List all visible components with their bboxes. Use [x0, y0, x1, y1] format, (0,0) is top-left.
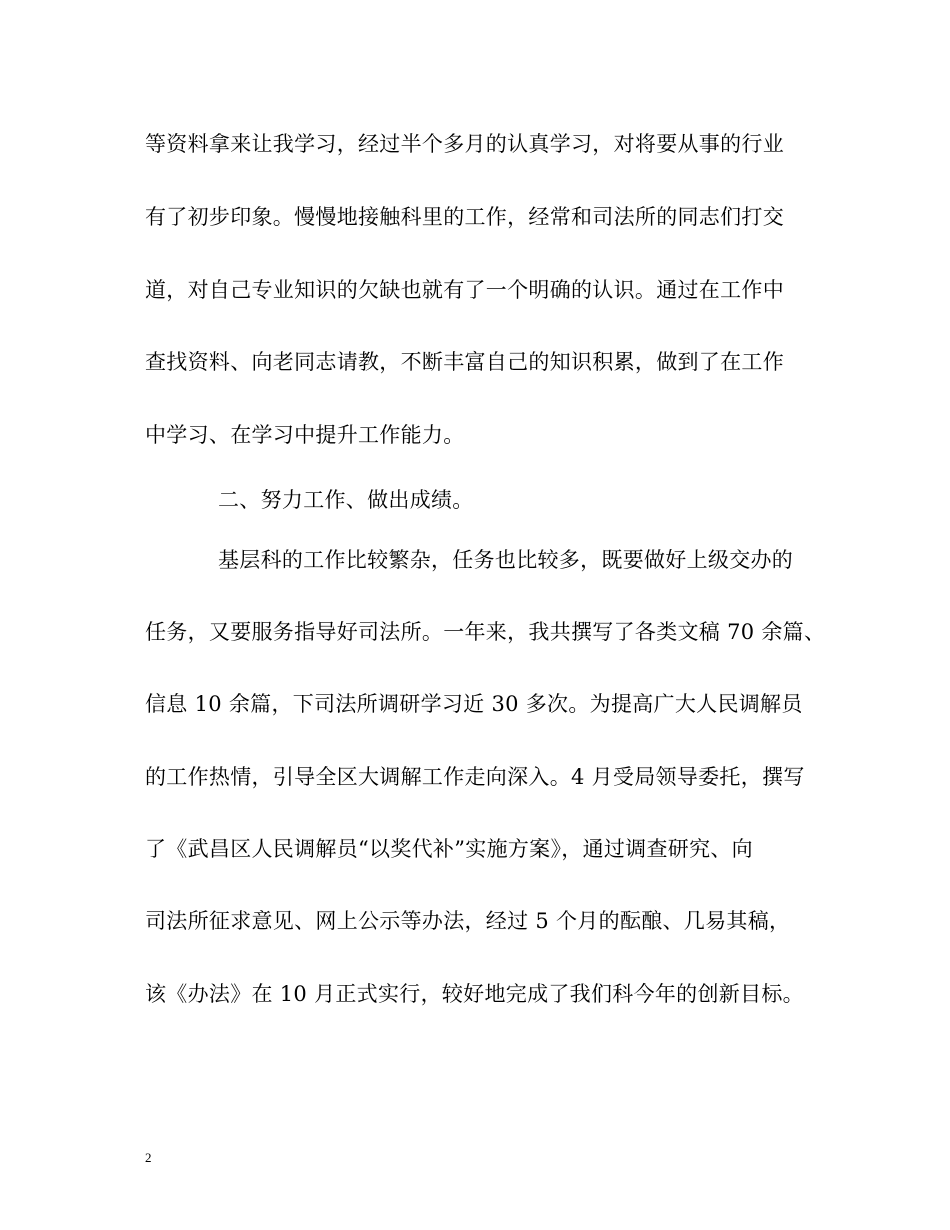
body-text-line: 的工作热情，引导全区大调解工作走向深入。4 月受局领导委托，撰写: [145, 765, 805, 789]
body-text-line: 有了初步印象。慢慢地接触科里的工作，经常和司法所的同志们打交: [145, 205, 784, 229]
body-text-line: 任务，又要服务指导好司法所。一年来，我共撰写了各类文稿 70 余篇、: [145, 620, 826, 644]
body-text-line: 该《办法》在 10 月正式实行，较好地完成了我们科今年的创新目标。: [145, 982, 804, 1006]
body-text-line: 等资料拿来让我学习，经过半个多月的认真学习，对将要从事的行业: [145, 132, 784, 156]
body-text-line: 司法所征求意见、网上公示等办法，经过 5 个月的酝酿、几易其稿，: [145, 909, 791, 933]
body-text-line: 了《武昌区人民调解员“以奖代补”实施方案》，通过调查研究、向: [145, 837, 753, 861]
body-text-line: 中学习、在学习中提升工作能力。: [145, 423, 465, 447]
body-text-line: 查找资料、向老同志请教，不断丰富自己的知识积累，做到了在工作: [145, 350, 784, 374]
body-text-line: 道，对自己专业知识的欠缺也就有了一个明确的认识。通过在工作中: [145, 278, 784, 302]
body-text-line: 基层科的工作比较繁杂，任务也比较多，既要做好上级交办的: [218, 548, 794, 572]
body-text-line: 信息 10 余篇，下司法所调研学习近 30 多次。为提高广大人民调解员: [145, 692, 803, 716]
page-number: 2: [145, 1150, 152, 1165]
section-heading: 二、努力工作、做出成绩。: [218, 488, 474, 512]
